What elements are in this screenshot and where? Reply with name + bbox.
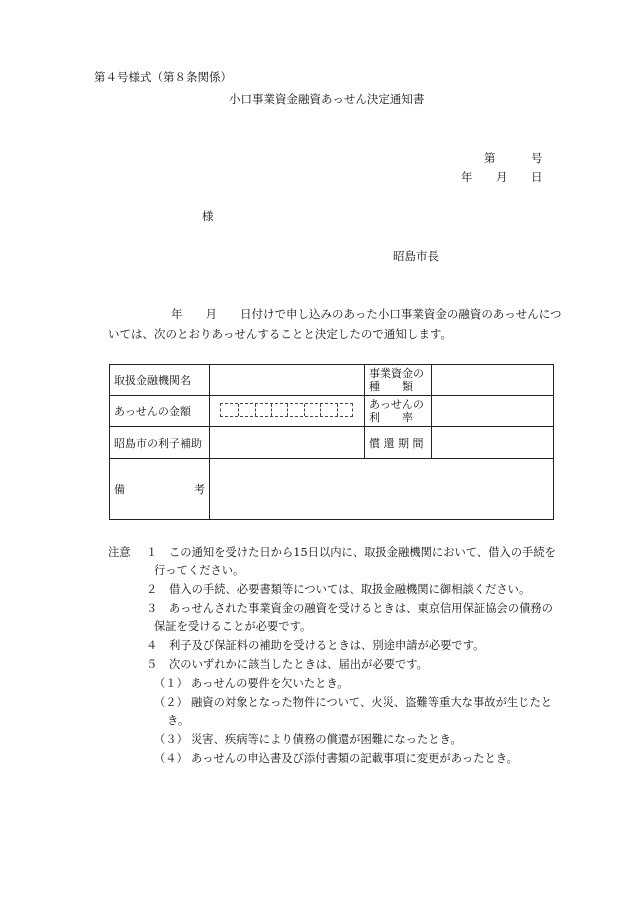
note-2-num: ２ — [146, 583, 158, 596]
note-1-line-2: 行ってください。 — [154, 564, 245, 577]
fund-type-label-2: 種 類 — [369, 380, 413, 393]
subitem-1-line-1: あっせんの要件を欠いたとき。 — [191, 677, 349, 690]
addressee-honorific: 様 — [202, 209, 214, 223]
note-1-line-1: この通知を受けた日から15日以内に、取扱金融機関において、借入の手続を — [169, 546, 556, 559]
subitem-2-line-1: 融資の対象となった物件について、火災、盗難等重大な事故が生じたと — [191, 696, 553, 709]
subitem-2-num: （２） — [154, 696, 188, 709]
date-year: 年 — [461, 170, 473, 184]
subitem-1-num: （１） — [154, 677, 188, 690]
note-4-line-1: 利子及び保証料の補助を受けるときは、別途申請が必要です。 — [169, 639, 485, 652]
amount-label: あっせんの金額 — [110, 396, 210, 427]
date-month: 月 — [496, 170, 508, 184]
fund-type-label — [365, 365, 432, 396]
remarks-label-1: 備 — [114, 483, 125, 496]
rate-value-cell[interactable] — [432, 396, 554, 427]
form-code: 第４号様式（第８条関係） — [94, 70, 232, 84]
subitem-2-line-2: き。 — [167, 714, 190, 727]
rate-label-1: あっせんの — [369, 398, 424, 411]
subitem-4-num: （４） — [154, 752, 188, 765]
loan-details-table — [109, 364, 554, 520]
number-prefix: 第 — [484, 151, 496, 165]
note-3-line-1: あっせんされた事業資金の融資を受けるときは、東京信用保証協会の債務の — [169, 602, 553, 615]
repay-label: 償 還 期 間 — [365, 427, 432, 459]
remarks-label-2: 考 — [194, 483, 205, 496]
remarks-value-cell[interactable] — [210, 459, 554, 520]
bank-label: 取扱金融機関名 — [110, 365, 210, 396]
rate-label — [365, 396, 432, 427]
subitem-4-line-1: あっせんの申込書及び添付書類の記載事項に変更があったとき。 — [191, 752, 518, 765]
note-4-num: ４ — [146, 639, 158, 652]
remarks-label — [110, 459, 210, 520]
bank-value-cell[interactable] — [210, 365, 365, 396]
number-suffix: 号 — [531, 151, 543, 165]
note-2-line-1: 借入の手続、必要書類等については、取扱金融機関に御相談ください。 — [169, 583, 531, 596]
intro-line-1: 年 月 日付けで申し込みのあった小口事業資金の融資のあっせんにつ — [171, 307, 562, 321]
notes-heading: 注意 — [108, 546, 131, 559]
document-title: 小口事業資金融資あっせん決定通知書 — [229, 92, 425, 106]
fund-type-value-cell[interactable] — [432, 365, 554, 396]
issuer-name: 昭島市長 — [393, 249, 439, 263]
subitem-3-num: （３） — [154, 733, 188, 746]
fund-type-label-1: 事業資金の — [369, 367, 424, 380]
repay-value-cell[interactable] — [432, 427, 554, 459]
subsidy-value-cell[interactable] — [210, 427, 365, 459]
subsidy-label: 昭島市の利子補助 — [110, 427, 210, 459]
note-1-num: １ — [146, 546, 158, 559]
note-5-num: ５ — [146, 658, 158, 671]
rate-label-2: 利 率 — [369, 411, 413, 424]
date-day: 日 — [531, 170, 543, 184]
subitem-3-line-1: 災害、疾病等により債務の償還が困難になったとき。 — [191, 733, 462, 746]
note-3-num: ３ — [146, 602, 158, 615]
intro-line-2: いては、次のとおりあっせんすることと決定したので通知します。 — [108, 327, 452, 341]
amount-digit-boxes[interactable] — [220, 403, 353, 417]
note-3-line-2: 保証を受けることが必要です。 — [154, 620, 312, 633]
note-5-line-1: 次のいずれかに該当したときは、届出が必要です。 — [169, 658, 428, 671]
